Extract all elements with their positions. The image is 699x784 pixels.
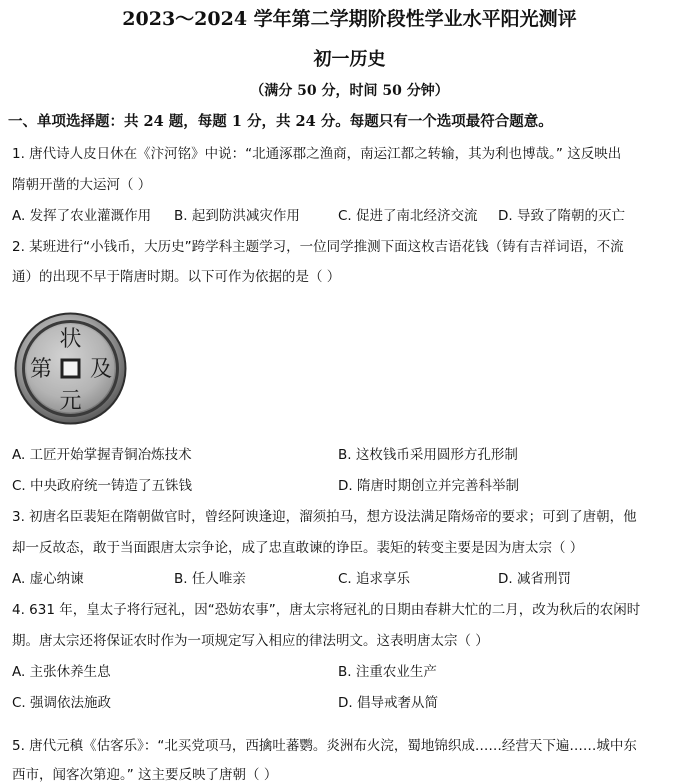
q2-option-b: B. 这枚钱币采用圆形方孔形制 <box>338 447 518 463</box>
q5-stem-line-1: 5. 唐代元稹《估客乐》：“北买党项马，西擒吐蕃鹦。炎洲布火浣，蜀地锦织成……经营天下遍……城中东 <box>12 738 637 754</box>
section-heading: 一、单项选择题：共 24 题，每题 1 分，共 24 分。每题只有一个选项最符合题意。 <box>8 113 553 130</box>
q3-stem-line-1: 3. 初唐名臣裴矩在隋朝做官时，曾经阿谀逢迎，溜须拍马，想方设法满足隋炀帝的要求；可到了唐朝，他 <box>12 509 637 525</box>
q1-stem-line-1: 1. 唐代诗人皮日休在《汴河铭》中说：“北通涿郡之渔商，南运江都之转输，其为利也博哉。” 这反映出 <box>12 146 622 162</box>
q3-option-c: C. 追求享乐 <box>338 571 411 587</box>
q1-option-d: D. 导致了隋朝的灭亡 <box>498 208 625 224</box>
q4-stem-line-2: 期。唐太宗还将保证农时作为一项规定写入相应的律法明文。这表明唐太宗（ ） <box>12 633 489 649</box>
exam-meta: （满分 50 分，时间 50 分钟） <box>250 83 449 99</box>
q1-stem-line-2: 隋朝开凿的大运河（ ） <box>12 177 152 193</box>
q3-stem-line-2: 却一反故态，敢于当面跟唐太宗争论，成了忠直敢谏的诤臣。裴矩的转变主要是因为唐太宗（ ） <box>12 540 584 556</box>
q2-stem-line-2: 通）的出现不早于隋唐时期。以下可作为依据的是（ ） <box>12 269 341 285</box>
coin-image <box>14 312 127 425</box>
q4-option-a: A. 主张休养生息 <box>12 664 111 680</box>
q1-option-b: B. 起到防洪减灾作用 <box>174 208 300 224</box>
coin-char-top: 状 <box>59 327 82 352</box>
q3-option-a: A. 虚心纳谏 <box>12 571 84 587</box>
exam-subject: 初一历史 <box>313 49 386 70</box>
q2-option-d: D. 隋唐时期创立并完善科举制 <box>338 478 519 494</box>
q4-option-d: D. 倡导戒奢从简 <box>338 695 438 711</box>
q4-option-c: C. 强调依法施政 <box>12 695 112 711</box>
q5-stem-line-2: 西市，闻客次第迎。” 这主要反映了唐朝（ ） <box>12 767 278 783</box>
coin-char-left: 第 <box>29 357 53 382</box>
q4-option-b: B. 注重农业生产 <box>338 664 437 680</box>
q1-option-a: A. 发挥了农业灌溉作用 <box>12 208 152 224</box>
q2-stem-line-1: 2. 某班进行“小钱币，大历史”跨学科主题学习，一位同学推测下面这枚吉语花钱（铸有吉祥词语，不流 <box>12 239 624 255</box>
coin-char-right: 及 <box>89 357 113 382</box>
exam-title: 2023～2024 学年第二学期阶段性学业水平阳光测评 <box>122 8 577 30</box>
q4-stem-line-1: 4. 631 年，皇太子将行冠礼，因“恐妨农事”，唐太宗将冠礼的日期由春耕大忙的二月，改为秋后的农闲时 <box>12 602 641 618</box>
q2-option-c: C. 中央政府统一铸造了五铢钱 <box>12 478 193 494</box>
q2-option-a: A. 工匠开始掌握青铜冶炼技术 <box>12 447 192 463</box>
q1-option-c: C. 促进了南北经济交流 <box>338 208 478 224</box>
coin-char-bottom: 元 <box>59 389 82 414</box>
q3-option-d: D. 减省刑罚 <box>498 571 571 587</box>
q3-option-b: B. 任人唯亲 <box>174 571 246 587</box>
